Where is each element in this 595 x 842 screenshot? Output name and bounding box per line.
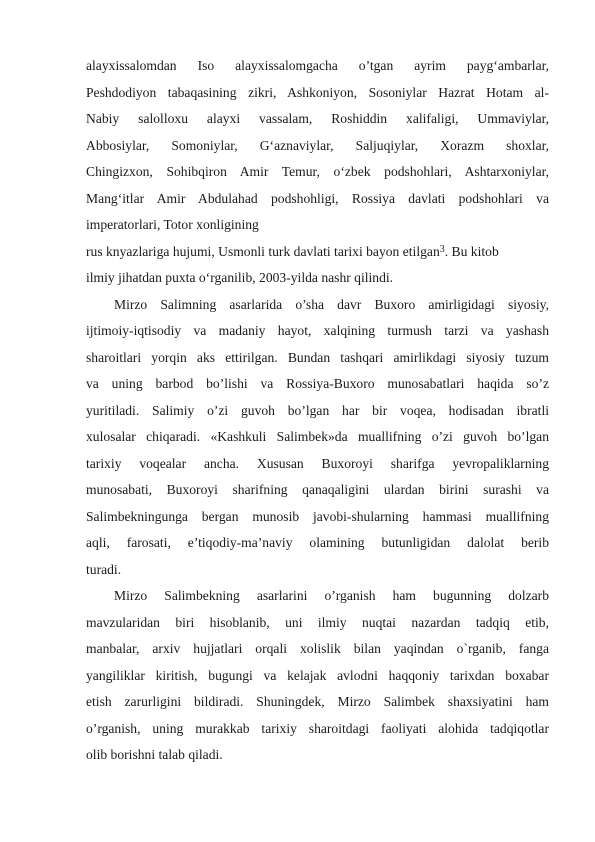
text-line: tarixiy voqealar ancha. Xususan Buxoroyi sharifga yevropaliklarning bbox=[86, 455, 549, 471]
text-line: manbalar, arxiv hujjatlari orqali xolislik bilan yaqindan o`rganib, fanga bbox=[86, 641, 549, 656]
paragraph-2 bbox=[86, 292, 549, 584]
text-line: va uning barbod bo’lishi va Rossiya-Buxoro munosabatlari haqida so’z bbox=[86, 376, 549, 391]
text-line: alayxissalomdan Iso alayxissalomgacha o’tgan ayrim payg‘ambarlar, bbox=[86, 58, 549, 73]
text-line: imperatorlari, Totor xonligining bbox=[86, 217, 259, 232]
text-line: Salimbekningunga bergan munosib javobi-shularning hammasi muallifning bbox=[86, 508, 549, 524]
text-line: Abbosiylar, Somoniylar, G‘aznaviylar, Saljuqiylar, Xorazm shoxlar, bbox=[86, 137, 549, 153]
text-line: Peshdodiyon tabaqasining zikri, Ashkoniyon, Sosoniylar Hazrat Hotam al- bbox=[86, 84, 549, 100]
text-line: olib borishni talab qiladi. bbox=[86, 747, 223, 762]
text-line: yangiliklar kiritish, bugungi va kelajak avlodni haqqoniy tarixdan boxabar bbox=[86, 667, 549, 683]
text-line: xulosalar chiqaradi. «Kashkuli Salimbek»da muallifning o’zi guvoh bo’lgan bbox=[86, 429, 549, 444]
text-line: Mang‘itlar Amir Abdulahad podshohligi, Rossiya davlati podshohlari va bbox=[86, 190, 549, 206]
paragraph-3 bbox=[86, 583, 549, 769]
text-line: Chingizxon, Sohibqiron Amir Temur, o‘zbek podshohlari, Ashtarxoniylar, bbox=[86, 164, 549, 179]
text-line: etish zarurligini bildiradi. Shuningdek, Mirzo Salimbek shaxsiyatini ham bbox=[86, 694, 549, 709]
text-line: yuritiladi. Salimiy o’zi guvoh bo’lgan har bir voqea, hodisadan ibratli bbox=[86, 402, 549, 418]
text-line: Mirzo Salimning asarlarida o’sha davr Buxoro amirligidagi siyosiy, bbox=[114, 296, 549, 312]
text-line-part: rus knyazlariga hujumi, Usmonli turk davlati tarixi bayon etilgan bbox=[86, 243, 440, 259]
footnote-reference[interactable]: 3 bbox=[439, 243, 445, 255]
text-line: ijtimoiy-iqtisodiy va madaniy hayot, xalqining turmush tarzi va yashash bbox=[86, 323, 549, 338]
text-line bbox=[86, 239, 549, 266]
text-line: Mirzo Salimbekning asarlarini o’rganish ham bugunning dolzarb bbox=[114, 588, 549, 603]
document-page bbox=[86, 53, 549, 769]
text-line: aqli, farosati, e’tiqodiy-ma’naviy olamining butunligidan dalolat berib bbox=[86, 535, 549, 550]
text-line: Nabiy salolloxu alayxi vassalam, Roshiddin xalifaligi, Ummaviylar, bbox=[86, 111, 549, 126]
paragraph-1 bbox=[86, 53, 549, 292]
text-line: mavzularidan biri hisoblanib, uni ilmiy nuqtai nazardan tadqiq etib, bbox=[86, 614, 549, 630]
text-line: sharoitlari yorqin aks ettirilgan. Bundan tashqari amirlikdagi siyosiy tuzum bbox=[86, 349, 549, 365]
text-line: ilmiy jihatdan puxta o‘rganilib, 2003-yilda nashr qilindi. bbox=[86, 270, 394, 285]
text-line: o’rganish, uning murakkab tarixiy sharoitdagi faoliyati alohida tadqiqotlar bbox=[86, 720, 549, 736]
text-line-part: . Bu kitob bbox=[444, 243, 499, 259]
text-line: munosabati, Buxoroyi sharifning qanaqaligini ulardan birini surashi va bbox=[86, 482, 549, 497]
text-line: turadi. bbox=[86, 561, 122, 577]
